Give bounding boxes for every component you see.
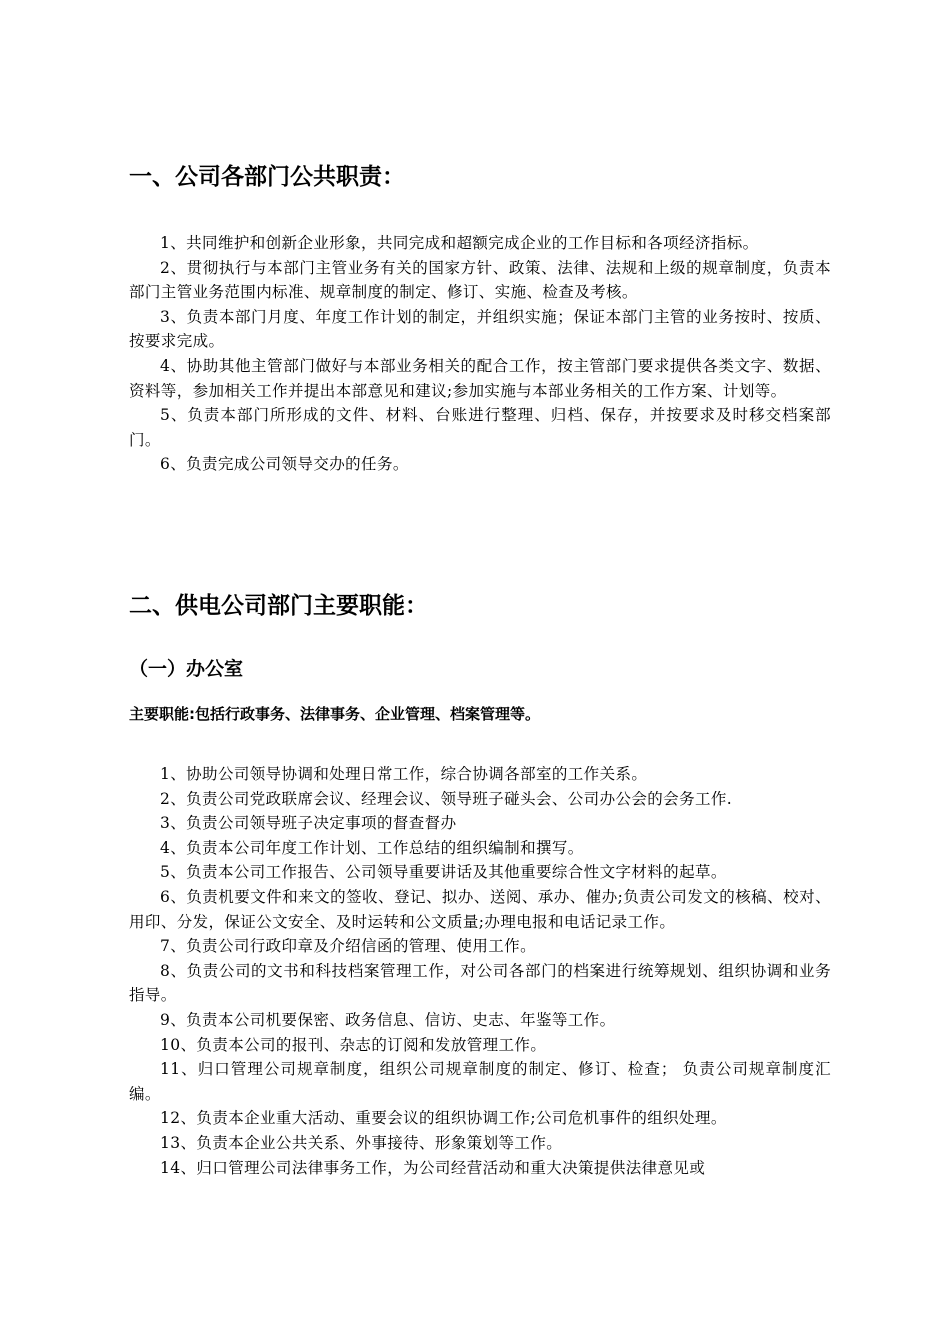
office-duty-item: 2、负责公司党政联席会议、经理会议、领导班子碰头会、公司办公会的会务工作. <box>160 789 733 808</box>
office-duty-item: 9、负责本公司机要保密、政务信息、信访、史志、年鉴等工作。 <box>160 1010 616 1029</box>
section1-heading: 一、公司各部门公共职责： <box>129 164 405 190</box>
office-duty-item: 8、负责公司的文书和科技档案管理工作，对公司各部门的档案进行统筹规划、组织协调和业务指导。 <box>129 961 831 1005</box>
section1-item: 1、共同维护和创新企业形象，共同完成和超额完成企业的工作目标和各项经济指标。 <box>160 234 759 252</box>
section1-item: 5、负责本部门所形成的文件、材料、台账进行整理、归档、保存，并按要求及时移交档案部门。 <box>129 406 831 449</box>
office-duty-item: 1、协助公司领导协调和处理日常工作，综合协调各部室的工作关系。 <box>160 765 648 783</box>
section1-item: 2、贯彻执行与本部门主管业务有关的国家方针、政策、法律、法规和上级的规章制度，负责本部门主管业务范围内标准、规章制度的制定、修订、实施、检查及考核。 <box>129 258 831 302</box>
office-duty-item: 12、负责本企业重大活动、重要会议的组织协调工作;公司危机事件的组织处理。 <box>160 1109 727 1128</box>
section2-heading: 二、供电公司部门主要职能： <box>129 593 428 619</box>
office-summary: 主要职能:包括行政事务、法律事务、企业管理、档案管理等。 <box>129 705 541 723</box>
office-duty-item: 14、归口管理公司法律事务工作，为公司经营活动和重大决策提供法律意见或 <box>160 1158 706 1177</box>
office-duty-item: 5、负责本公司工作报告、公司领导重要讲话及其他重要综合性文字材料的起草。 <box>160 863 727 882</box>
office-duty-item: 10、负责本公司的报刊、杂志的订阅和发放管理工作。 <box>160 1035 547 1054</box>
office-duty-item: 11、归口管理公司规章制度，组织公司规章制度的制定、修订、检查； 负责公司规章制度汇编。 <box>129 1060 831 1103</box>
section1-item: 4、协助其他主管部门做好与本部业务相关的配合工作，按主管部门要求提供各类文字、数据、资料等，参加相关工作并提出本部意见和建议;参加实施与本部业务相关的工作方案、计划等。 <box>129 356 831 400</box>
office-duty-item: 13、负责本企业公共关系、外事接待、形象策划等工作。 <box>160 1133 563 1152</box>
office-subheading: （一）办公室 <box>129 658 244 680</box>
office-duty-item: 3、负责公司领导班子决定事项的督查督办 <box>160 814 457 833</box>
section1-item: 3、负责本部门月度、年度工作计划的制定，并组织实施；保证本部门主管的业务按时、按质、按要求完成。 <box>129 307 831 351</box>
section1-item: 6、负责完成公司领导交办的任务。 <box>160 455 409 474</box>
section1-list <box>129 231 831 477</box>
office-duty-item: 7、负责公司行政印章及介绍信函的管理、使用工作。 <box>160 937 536 956</box>
office-duty-item: 6、负责机要文件和来文的签收、登记、拟办、送阅、承办、催办;负责公司发文的核稿、校对、用印、分发，保证公文安全、及时运转和公文质量;办理电报和电话记录工作。 <box>129 887 831 931</box>
office-duties-list <box>129 762 831 1180</box>
office-duty-item: 4、负责本公司年度工作计划、工作总结的组织编制和撰写。 <box>160 838 584 857</box>
